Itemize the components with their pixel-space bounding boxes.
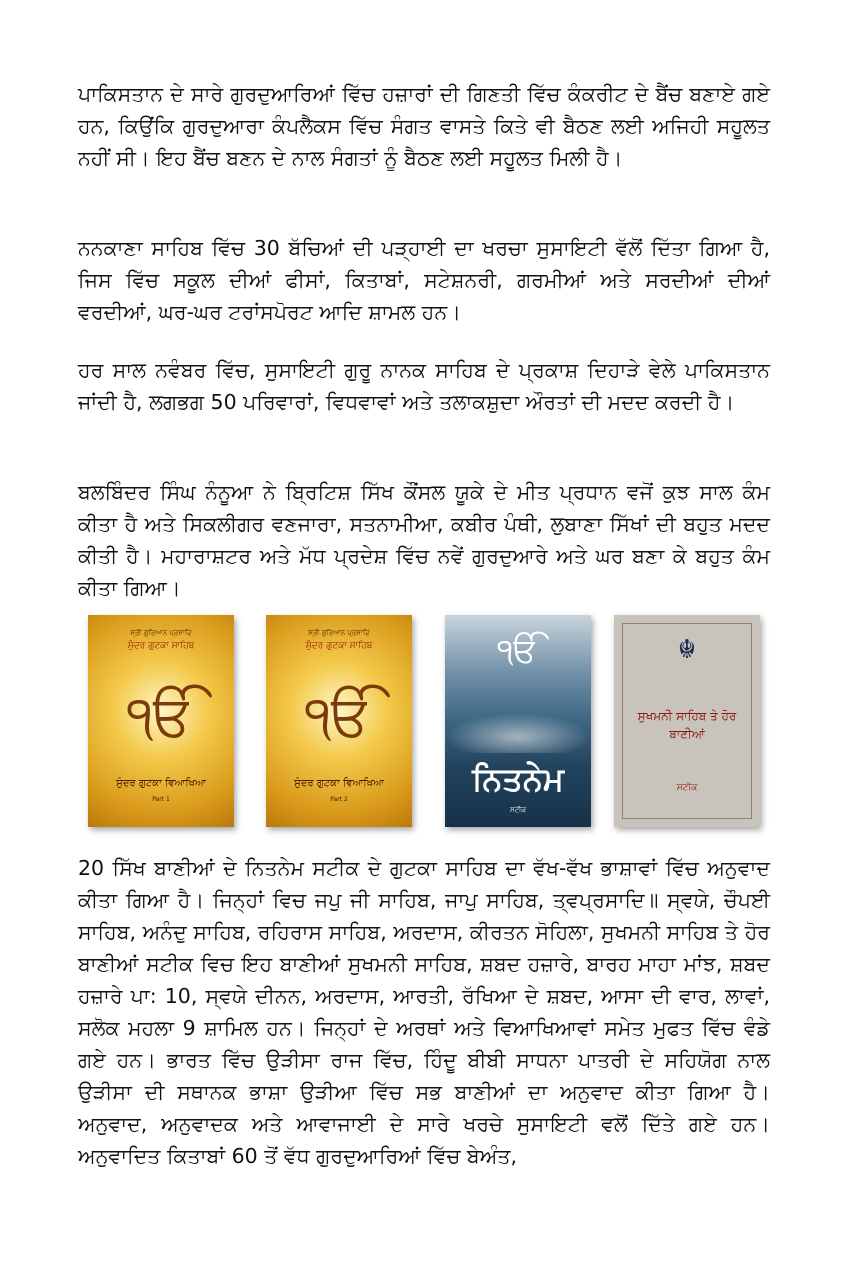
book-part: Part 2: [330, 796, 348, 803]
khanda-icon: ☬: [677, 635, 697, 665]
book-part: Part 1: [152, 796, 170, 803]
paragraph-benches: ਪਾਕਿਸਤਾਨ ਦੇ ਸਾਰੇ ਗੁਰਦੁਆਰਿਆਂ ਵਿੱਚ ਹਜ਼ਾਰਾਂ ਦੀ ਗਿਣਤੀ ਵਿੱਚ ਕੰਕਰੀਟ ਦੇ ਬੈਂਚ ਬਣਾਏ ਗਏ ਹਨ, ਕਿਉਂਕਿ ਗੁਰਦੁਆਰਾ ਕੰਪਲੈਕਸ ਵਿੱਚ ਸੰਗਤ ਵਾਸਤੇ ਕਿਤੇ ਵੀ ਬੈਠਣ ਲਈ ਅਜਿਹੀ ਸਹੂਲਤ ਨਹੀਂ ਸੀ। ਇਹ ਬੈਂਚ ਬਣਨ ਦੇ ਨਾਲ ਸੰਗਤਾਂ ਨੂੰ ਬੈਠਣ ਲਈ ਸਹੂਲਤ ਮਿਲੀ ਹੈ।: [78, 82, 770, 170]
book-cover-sukhmani-sahib: [614, 615, 760, 827]
book-top-line: ਸ੍ਰੀ ਗੁਰਿਆਨ ਪ੍ਰਸਾਦਿ: [130, 629, 192, 637]
sea-wave-graphic: [445, 713, 591, 753]
paragraph-november-visit: ਹਰ ਸਾਲ ਨਵੰਬਰ ਵਿੱਚ, ਸੁਸਾਇਟੀ ਗੁਰੂ ਨਾਨਕ ਸਾਹਿਬ ਦੇ ਪ੍ਰਕਾਸ਼ ਦਿਹਾੜੇ ਵੇਲੇ ਪਾਕਿਸਤਾਨ ਜਾਂਦੀ ਹੈ, ਲਗਭਗ 50 ਪਰਿਵਾਰਾਂ, ਵਿਧਵਾਵਾਂ ਅਤੇ ਤਲਾਕਸ਼ੁਦਾ ਔਰਤਾਂ ਦੀ ਮਦਦ ਕਰਦੀ ਹੈ।: [78, 358, 770, 414]
book-top-line: ਸ੍ਰੀ ਗੁਰਿਆਨ ਪ੍ਰਸਾਦਿ: [308, 629, 370, 637]
book-series: ਸੁੰਦਰ ਗੁਟਕਾ ਸਾਹਿਬ: [305, 641, 373, 651]
book-title: ਸੁੰਦਰ ਗੁਟਕਾ ਵਿਆਖਿਆ: [116, 778, 206, 789]
book-title: ਸੁੰਦਰ ਗੁਟਕਾ ਵਿਆਖਿਆ: [294, 778, 384, 789]
ik-onkar-icon: ੴ: [126, 684, 196, 749]
book-title: ਸੁਖਮਨੀ ਸਾਹਿਬ ਤੇ ਹੋਰ ਬਾਣੀਆਂ: [637, 709, 737, 741]
book-covers-row: [88, 615, 760, 827]
book-cover-nitnem: [445, 615, 591, 827]
paragraph-education: ਨਨਕਾਣਾ ਸਾਹਿਬ ਵਿੱਚ 30 ਬੱਚਿਆਂ ਦੀ ਪੜ੍ਹਾਈ ਦਾ ਖਰਚਾ ਸੁਸਾਇਟੀ ਵੱਲੋਂ ਦਿੱਤਾ ਗਿਆ ਹੈ, ਜਿਸ ਵਿੱਚ ਸਕੂਲ ਦੀਆਂ ਫੀਸਾਂ, ਕਿਤਾਬਾਂ, ਸਟੇਸ਼ਨਰੀ, ਗਰਮੀਆਂ ਅਤੇ ਸਰਦੀਆਂ ਦੀਆਂ ਵਰਦੀਆਂ, ਘਰ-ਘਰ ਟਰਾਂਸਪੋਰਟ ਆਦਿ ਸ਼ਾਮਲ ਹਨ।: [78, 236, 770, 324]
book-subtitle: ਸਟੀਕ: [676, 783, 698, 793]
book-series: ਸੁੰਦਰ ਗੁਟਕਾ ਸਾਹਿਬ: [127, 641, 195, 651]
ik-onkar-icon: ੴ: [497, 631, 539, 671]
book-title: ਨਿਤਨੇਮ: [472, 760, 564, 798]
book-subtitle: ਸਟੀਕ: [509, 806, 527, 814]
book-cover-gutka-part-1: [88, 615, 234, 827]
ik-onkar-icon: ੴ: [304, 684, 374, 749]
paragraph-translations: 20 ਸਿੱਖ ਬਾਣੀਆਂ ਦੇ ਨਿਤਨੇਮ ਸਟੀਕ ਦੇ ਗੁਟਕਾ ਸਾਹਿਬ ਦਾ ਵੱਖ-ਵੱਖ ਭਾਸ਼ਾਵਾਂ ਵਿੱਚ ਅਨੁਵਾਦ ਕੀਤਾ ਗਿਆ ਹੈ। ਜਿਨ੍ਹਾਂ ਵਿਚ ਜਪੁ ਜੀ ਸਾਹਿਬ, ਜਾਪੁ ਸਾਹਿਬ, ਤ੍ਵਪ੍ਰਸਾਦਿ॥ ਸ੍ਵਯੇ, ਚੌਪਈ ਸਾਹਿਬ, ਅਨੰਦੁ ਸਾਹਿਬ, ਰਹਿਰਾਸ ਸਾਹਿਬ, ਅਰਦਾਸ, ਕੀਰਤਨ ਸੋਹਿਲਾ, ਸੁਖਮਨੀ ਸਾਹਿਬ ਤੇ ਹੋਰ ਬਾਣੀਆਂ ਸਟੀਕ ਵਿਚ ਇਹ ਬਾਣੀਆਂ ਸੁਖਮਨੀ ਸਾਹਿਬ, ਸ਼ਬਦ ਹਜ਼ਾਰੇ, ਬਾਰਹ ਮਾਹਾ ਮਾਂਝ, ਸ਼ਬਦ ਹਜ਼ਾਰੇ ਪਾ: 10, ਸ੍ਵਯੇ ਦੀਨਨ, ਅਰਦਾਸ, ਆਰਤੀ, ਰੱਖਿਆ ਦੇ ਸ਼ਬਦ, ਆਸਾ ਦੀ ਵਾਰ, ਲਾਵਾਂ, ਸਲੋਕ ਮਹਲਾ 9 ਸ਼ਾਮਿਲ ਹਨ। ਜਿਨ੍ਹਾਂ ਦੇ ਅਰਥਾਂ ਅਤੇ ਵਿਆਖਿਆਵਾਂ ਸਮੇਤ ਮੁਫਤ ਵਿੱਚ ਵੰਡੇ ਗਏ ਹਨ। ਭਾਰਤ ਵਿੱਚ ਉੜੀਸਾ ਰਾਜ ਵਿੱਚ, ਹਿੰਦੂ ਬੀਬੀ ਸਾਧਨਾ ਪਾਤਰੀ ਦੇ ਸਹਿਯੋਗ ਨਾਲ ਉੜੀਸਾ ਦੀ ਸਥਾਨਕ ਭਾਸ਼ਾ ਉੜੀਆ ਵਿੱਚ ਸਭ ਬਾਣੀਆਂ ਦਾ ਅਨੁਵਾਦ ਕੀਤਾ ਗਿਆ ਹੈ। ਅਨੁਵਾਦ, ਅਨੁਵਾਦਕ ਅਤੇ ਆਵਾਜਾਈ ਦੇ ਸਾਰੇ ਖਰਚੇ ਸੁਸਾਇਟੀ ਵਲੋਂ ਦਿੱਤੇ ਗਏ ਹਨ। ਅਨੁਵਾਦਿਤ ਕਿਤਾਬਾਂ 60 ਤੋਂ ਵੱਧ ਗੁਰਦੁਆਰਿਆਂ ਵਿੱਚ ਬੇਅੰਤ,: [78, 856, 770, 1168]
book-cover-gutka-part-2: [266, 615, 412, 827]
paragraph-council-work: ਬਲਬਿੰਦਰ ਸਿੰਘ ਨੰਨੂਆ ਨੇ ਬ੍ਰਿਟਿਸ਼ ਸਿੱਖ ਕੌਂਸਲ ਯੂਕੇ ਦੇ ਮੀਤ ਪ੍ਰਧਾਨ ਵਜੋਂ ਕੁਝ ਸਾਲ ਕੰਮ ਕੀਤਾ ਹੈ ਅਤੇ ਸਿਕਲੀਗਰ ਵਣਜਾਰਾ, ਸਤਨਾਮੀਆ, ਕਬੀਰ ਪੰਥੀ, ਲੁਬਾਣਾ ਸਿੱਖਾਂ ਦੀ ਬਹੁਤ ਮਦਦ ਕੀਤੀ ਹੈ। ਮਹਾਰਾਸ਼ਟਰ ਅਤੇ ਮੱਧ ਪ੍ਰਦੇਸ਼ ਵਿੱਚ ਨਵੇਂ ਗੁਰਦੁਆਰੇ ਅਤੇ ਘਰ ਬਣਾ ਕੇ ਬਹੁਤ ਕੰਮ ਕੀਤਾ ਗਿਆ।: [78, 480, 770, 600]
